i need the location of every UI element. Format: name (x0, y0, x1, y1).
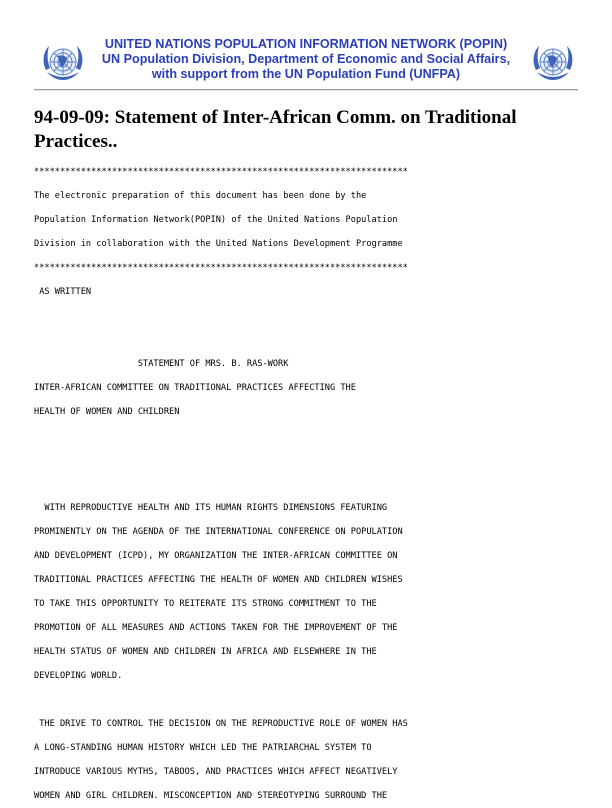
header-line-1: UNITED NATIONS POPULATION INFORMATION NETWORK (POPIN) (104, 37, 508, 51)
body-line: TO TAKE THIS OPPORTUNITY TO REITERATE ITS STRONG COMMITMENT TO THE (34, 599, 377, 609)
body-line (34, 424, 594, 448)
body-line: DEVELOPING WORLD. (34, 671, 123, 681)
body-line: HEALTH STATUS OF WOMEN AND CHILDREN IN AFRICA AND ELSEWHERE IN THE (34, 647, 377, 657)
un-emblem-icon (38, 40, 88, 84)
page-title: 94-09-09: Statement of Inter-African Comm. on Traditional Practices.. (34, 107, 517, 152)
header-title-block (94, 37, 518, 82)
body-line (34, 688, 594, 712)
body-line: THE DRIVE TO CONTROL THE DECISION ON THE REPRODUCTIVE ROLE OF WOMEN HAS (34, 719, 408, 729)
body-line: INTRODUCE VARIOUS MYTHS, TABOOS, AND PRACTICES WHICH AFFECT NEGATIVELY (34, 767, 398, 777)
body-line: The electronic preparation of this document has been done by the (34, 191, 367, 201)
body-line (34, 472, 594, 496)
body-line: PROMOTION OF ALL MEASURES AND ACTIONS TAKEN FOR THE IMPROVEMENT OF THE (34, 623, 398, 633)
body-line (34, 328, 594, 352)
body-line: WITH REPRODUCTIVE HEALTH AND ITS HUMAN RIGHTS DIMENSIONS FEATURING (34, 503, 388, 513)
body-line: INTER-AFRICAN COMMITTEE ON TRADITIONAL PRACTICES AFFECTING THE (34, 383, 356, 393)
body-line: HEALTH OF WOMEN AND CHILDREN (34, 407, 180, 417)
body-line: WOMEN AND GIRL CHILDREN. MISCONCEPTION AND STEREOTYPING SURROUND THE (34, 791, 388, 801)
body-line: Population Information Network(POPIN) of the United Nations Population (34, 215, 398, 225)
document-body (34, 160, 594, 808)
body-line (34, 448, 594, 472)
body-line: Division in collaboration with the United Nations Development Programme (34, 239, 403, 249)
header-line-3: with support from the UN Population Fund (UNFPA) (151, 67, 461, 81)
body-line: TRADITIONAL PRACTICES AFFECTING THE HEALTH OF WOMEN AND CHILDREN WISHES (34, 575, 403, 585)
page-header (34, 34, 578, 90)
body-line (34, 304, 594, 328)
body-line: ************************************************************************ (34, 263, 408, 273)
body-line: ************************************************************************ (34, 167, 408, 177)
body-line: PROMINENTLY ON THE AGENDA OF THE INTERNATIONAL CONFERENCE ON POPULATION (34, 527, 403, 537)
body-line: STATEMENT OF MRS. B. RAS-WORK (34, 359, 289, 369)
header-divider (34, 89, 578, 91)
body-line: AND DEVELOPMENT (ICPD), MY ORGANIZATION THE INTER-AFRICAN COMMITTEE ON (34, 551, 398, 561)
header-line-2: UN Population Division, Department of Economic and Social Affairs, (101, 52, 511, 66)
un-emblem-icon (528, 40, 578, 84)
body-line: A LONG-STANDING HUMAN HISTORY WHICH LED THE PATRIARCHAL SYSTEM TO (34, 743, 372, 753)
body-line: AS WRITTEN (34, 287, 92, 297)
